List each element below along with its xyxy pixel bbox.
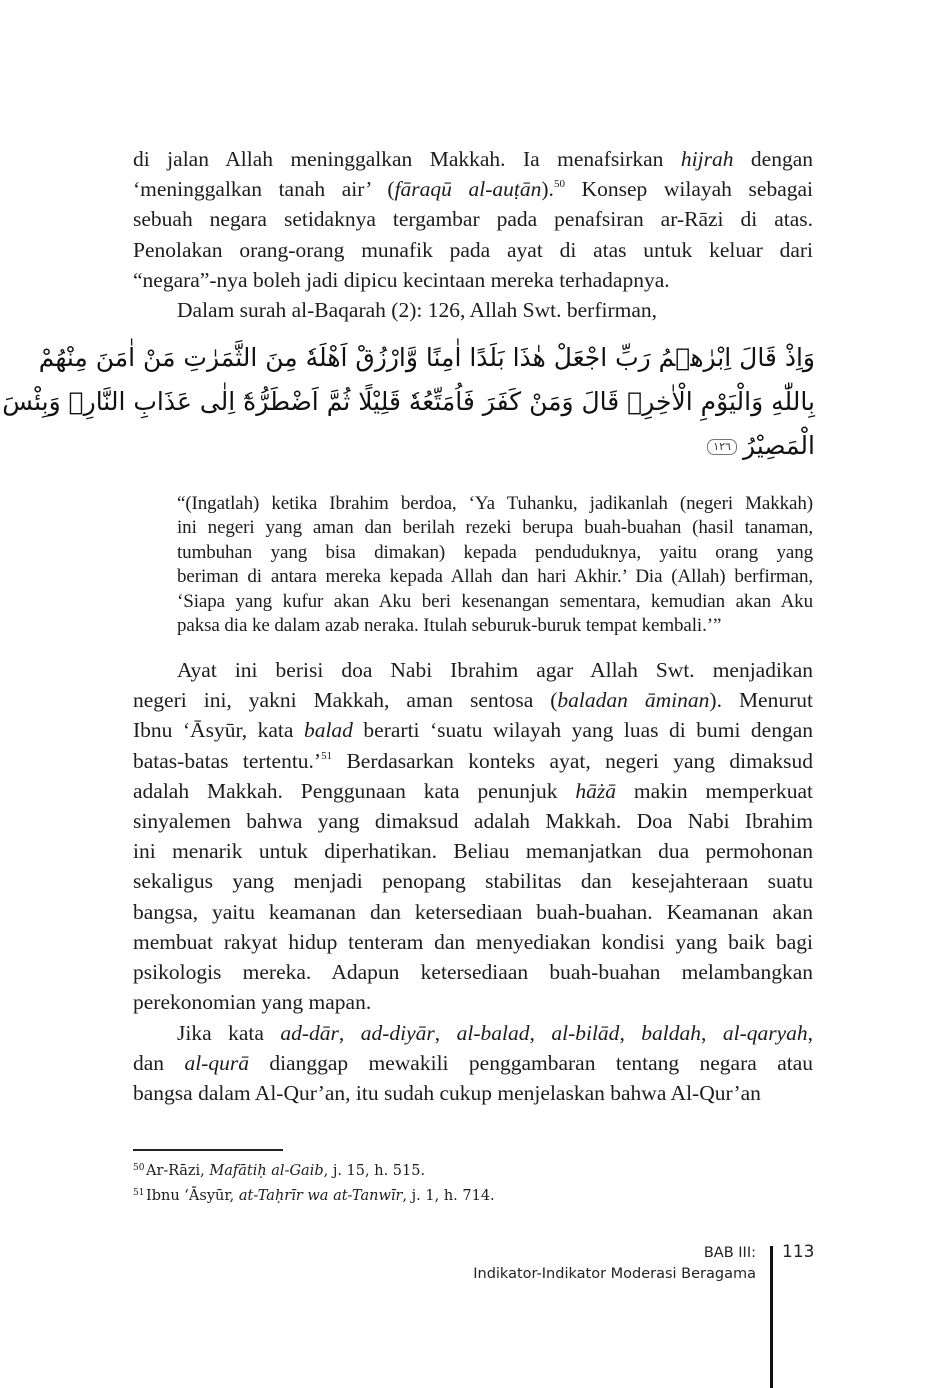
text-line: membuat rakyat hidup tenteram dan menyediakan kondisi yang baik bagi (133, 929, 813, 954)
text-line: “negara”-nya boleh jadi dipicu kecintaan mereka terhadapnya. (133, 267, 670, 292)
footnote-ref[interactable]: 51 (321, 749, 333, 762)
text-line: di jalan Allah meninggalkan Makkah. Ia menafsirkan hijrah dengan (133, 147, 813, 171)
translation-line: ini negeri yang aman dan berilah rezeki berupa buah-buahan (hasil tanaman, (177, 517, 813, 539)
arabic-line: وَاِذْ قَالَ اِبْرٰهٖمُ رَبِّ اجْعَلْ هٰذَا بَلَدًا اٰمِنًا وَّارْزُقْ اَهْلَهٗ مِنَ الثَّمَرٰتِ مَنْ اٰمَنَ مِنْهُمْ (38, 343, 815, 372)
footnotes (133, 1157, 733, 1207)
paragraph-3 (133, 1018, 813, 1109)
italic-term: baladan āminan (557, 688, 710, 713)
footnote-item: 51 Ibnu ‘Āsyūr, at-Taḥrīr wa at-Tanwīr, j. 1, h. 714. (133, 1182, 733, 1207)
paragraph-1 (133, 144, 813, 295)
arabic-line: الْمَصِيْرُ١٢٦ (175, 424, 815, 468)
verse-intro-text: Dalam surah al-Baqarah (2): 126, Allah Swt. berfirman, (177, 298, 658, 322)
text-line: ‘meninggalkan tanah air’ (fāraqū al-auṭān).$^{50}$ Konsep wilayah sebagai (133, 177, 813, 202)
text-line: psikologis mereka. Adapun ketersediaan buah-buahan melambangkan (133, 960, 813, 985)
text-line: Penolakan orang-orang munafik pada ayat di atas untuk keluar dari (133, 237, 813, 262)
text-line: ini menarik untuk diperhatikan. Beliau memanjatkan dua permohonan (133, 839, 813, 864)
italic-term: ad-diyār (360, 1021, 435, 1045)
translation-line: ‘Siapa yang kufur akan Aku beri kesenangan sementara, kemudian akan Aku (177, 590, 813, 612)
italic-term: balad (303, 718, 353, 743)
verse-intro (133, 295, 813, 325)
arabic-line: بِاللّٰهِ وَالْيَوْمِ الْاٰخِرِۗ قَالَ وَمَنْ كَفَرَ فَاُمَتِّعُهٗ قَلِيْلًا ثُمَّ اَضْطَرُّهٗٓ اِلٰى عَذَابِ النَّارِۗ وَبِئْسَ (2, 387, 815, 416)
margin-rule (770, 1246, 773, 1388)
translation-line: beriman di antara mereka kepada Allah dan hari Akhir.’ Dia (Allah) berfirman, (177, 566, 813, 588)
running-head (473, 1243, 756, 1285)
italic-term: Mafātiḥ al-Gaib (209, 1163, 324, 1179)
text-line: perekonomian yang mapan. (133, 990, 372, 1015)
text-line: Jika kata ad-dār, ad-diyār, al-balad, al-bilād, baldah, al-qaryah, (177, 1021, 814, 1045)
paragraph-2 (133, 655, 813, 1017)
italic-term: ad-dār (280, 1021, 339, 1045)
italic-term: al-bilād (551, 1021, 620, 1045)
italic-term: fāraqū al-auṭān (394, 177, 542, 202)
chapter-label: BAB III: (703, 1245, 756, 1261)
text-line: dan al-qurā dianggap mewakili penggambaran tentang negara atau (133, 1051, 814, 1076)
footnote-number: 51 (133, 1188, 145, 1198)
italic-term: hāżā (575, 778, 616, 803)
text-line: sebuah negara setidaknya tergambar pada penafsiran ar-Rāzi di atas. (133, 207, 813, 232)
text-line: negeri ini, yakni Makkah, aman sentosa (baladan āminan). Menurut (133, 688, 813, 713)
page-number: 113 (782, 1242, 815, 1262)
footnote-number: 50 (133, 1163, 145, 1173)
arabic-verse (2, 336, 815, 468)
footnote-separator (133, 1149, 283, 1151)
text-line: sekaligus yang menjadi penopang stabilitas dan kesejahteraan suatu (133, 869, 813, 894)
translation-line: paksa dia ke dalam azab neraka. Itulah seburuk-buruk tempat kembali.’” (177, 615, 722, 637)
text-line: batas-batas tertentu.’$^{51}$ Berdasarkan konteks ayat, negeri yang dimaksud (133, 748, 813, 773)
translation-line: tumbuhan yang bisa dimakan) kepada penduduknya, yaitu orang yang (177, 541, 813, 563)
text-line: sinyalemen bahwa yang dimaksud adalah Makkah. Doa Nabi Ibrahim (133, 809, 813, 834)
verse-translation (177, 492, 813, 638)
translation-line: “(Ingatlah) ketika Ibrahim berdoa, ‘Ya Tuhanku, jadikanlah (negeri Makkah) (177, 493, 813, 514)
verse-number-marker: ١٢٦ (707, 439, 737, 455)
footnote-item: 50 Ar-Rāzi, Mafātiḥ al-Gaib, j. 15, h. 515. (133, 1157, 733, 1182)
text-line: adalah Makkah. Penggunaan kata penunjuk hāżā makin memperkuat (133, 778, 813, 803)
text-line: Ayat ini berisi doa Nabi Ibrahim agar Allah Swt. menjadikan (177, 658, 813, 682)
footnote-ref[interactable]: 50 (553, 178, 565, 191)
chapter-title: Indikator-Indikator Moderasi Beragama (473, 1266, 756, 1282)
italic-term: al-qaryah (722, 1021, 808, 1045)
italic-term: hijrah (680, 147, 734, 171)
italic-term: al-qurā (184, 1051, 249, 1076)
text-line: bangsa dalam Al-Qur’an, itu sudah cukup menjelaskan bahwa Al-Qur’an (133, 1081, 761, 1106)
italic-term: baldah (641, 1021, 702, 1045)
italic-term: at-Taḥrīr wa at-Tanwīr (238, 1188, 403, 1204)
italic-term: al-balad (456, 1021, 530, 1045)
text-line: Ibnu ‘Āsyūr, kata balad berarti ‘suatu wilayah yang luas di bumi dengan (133, 718, 813, 743)
text-line: bangsa, yaitu keamanan dan ketersediaan buah-buahan. Keamanan akan (133, 899, 813, 924)
